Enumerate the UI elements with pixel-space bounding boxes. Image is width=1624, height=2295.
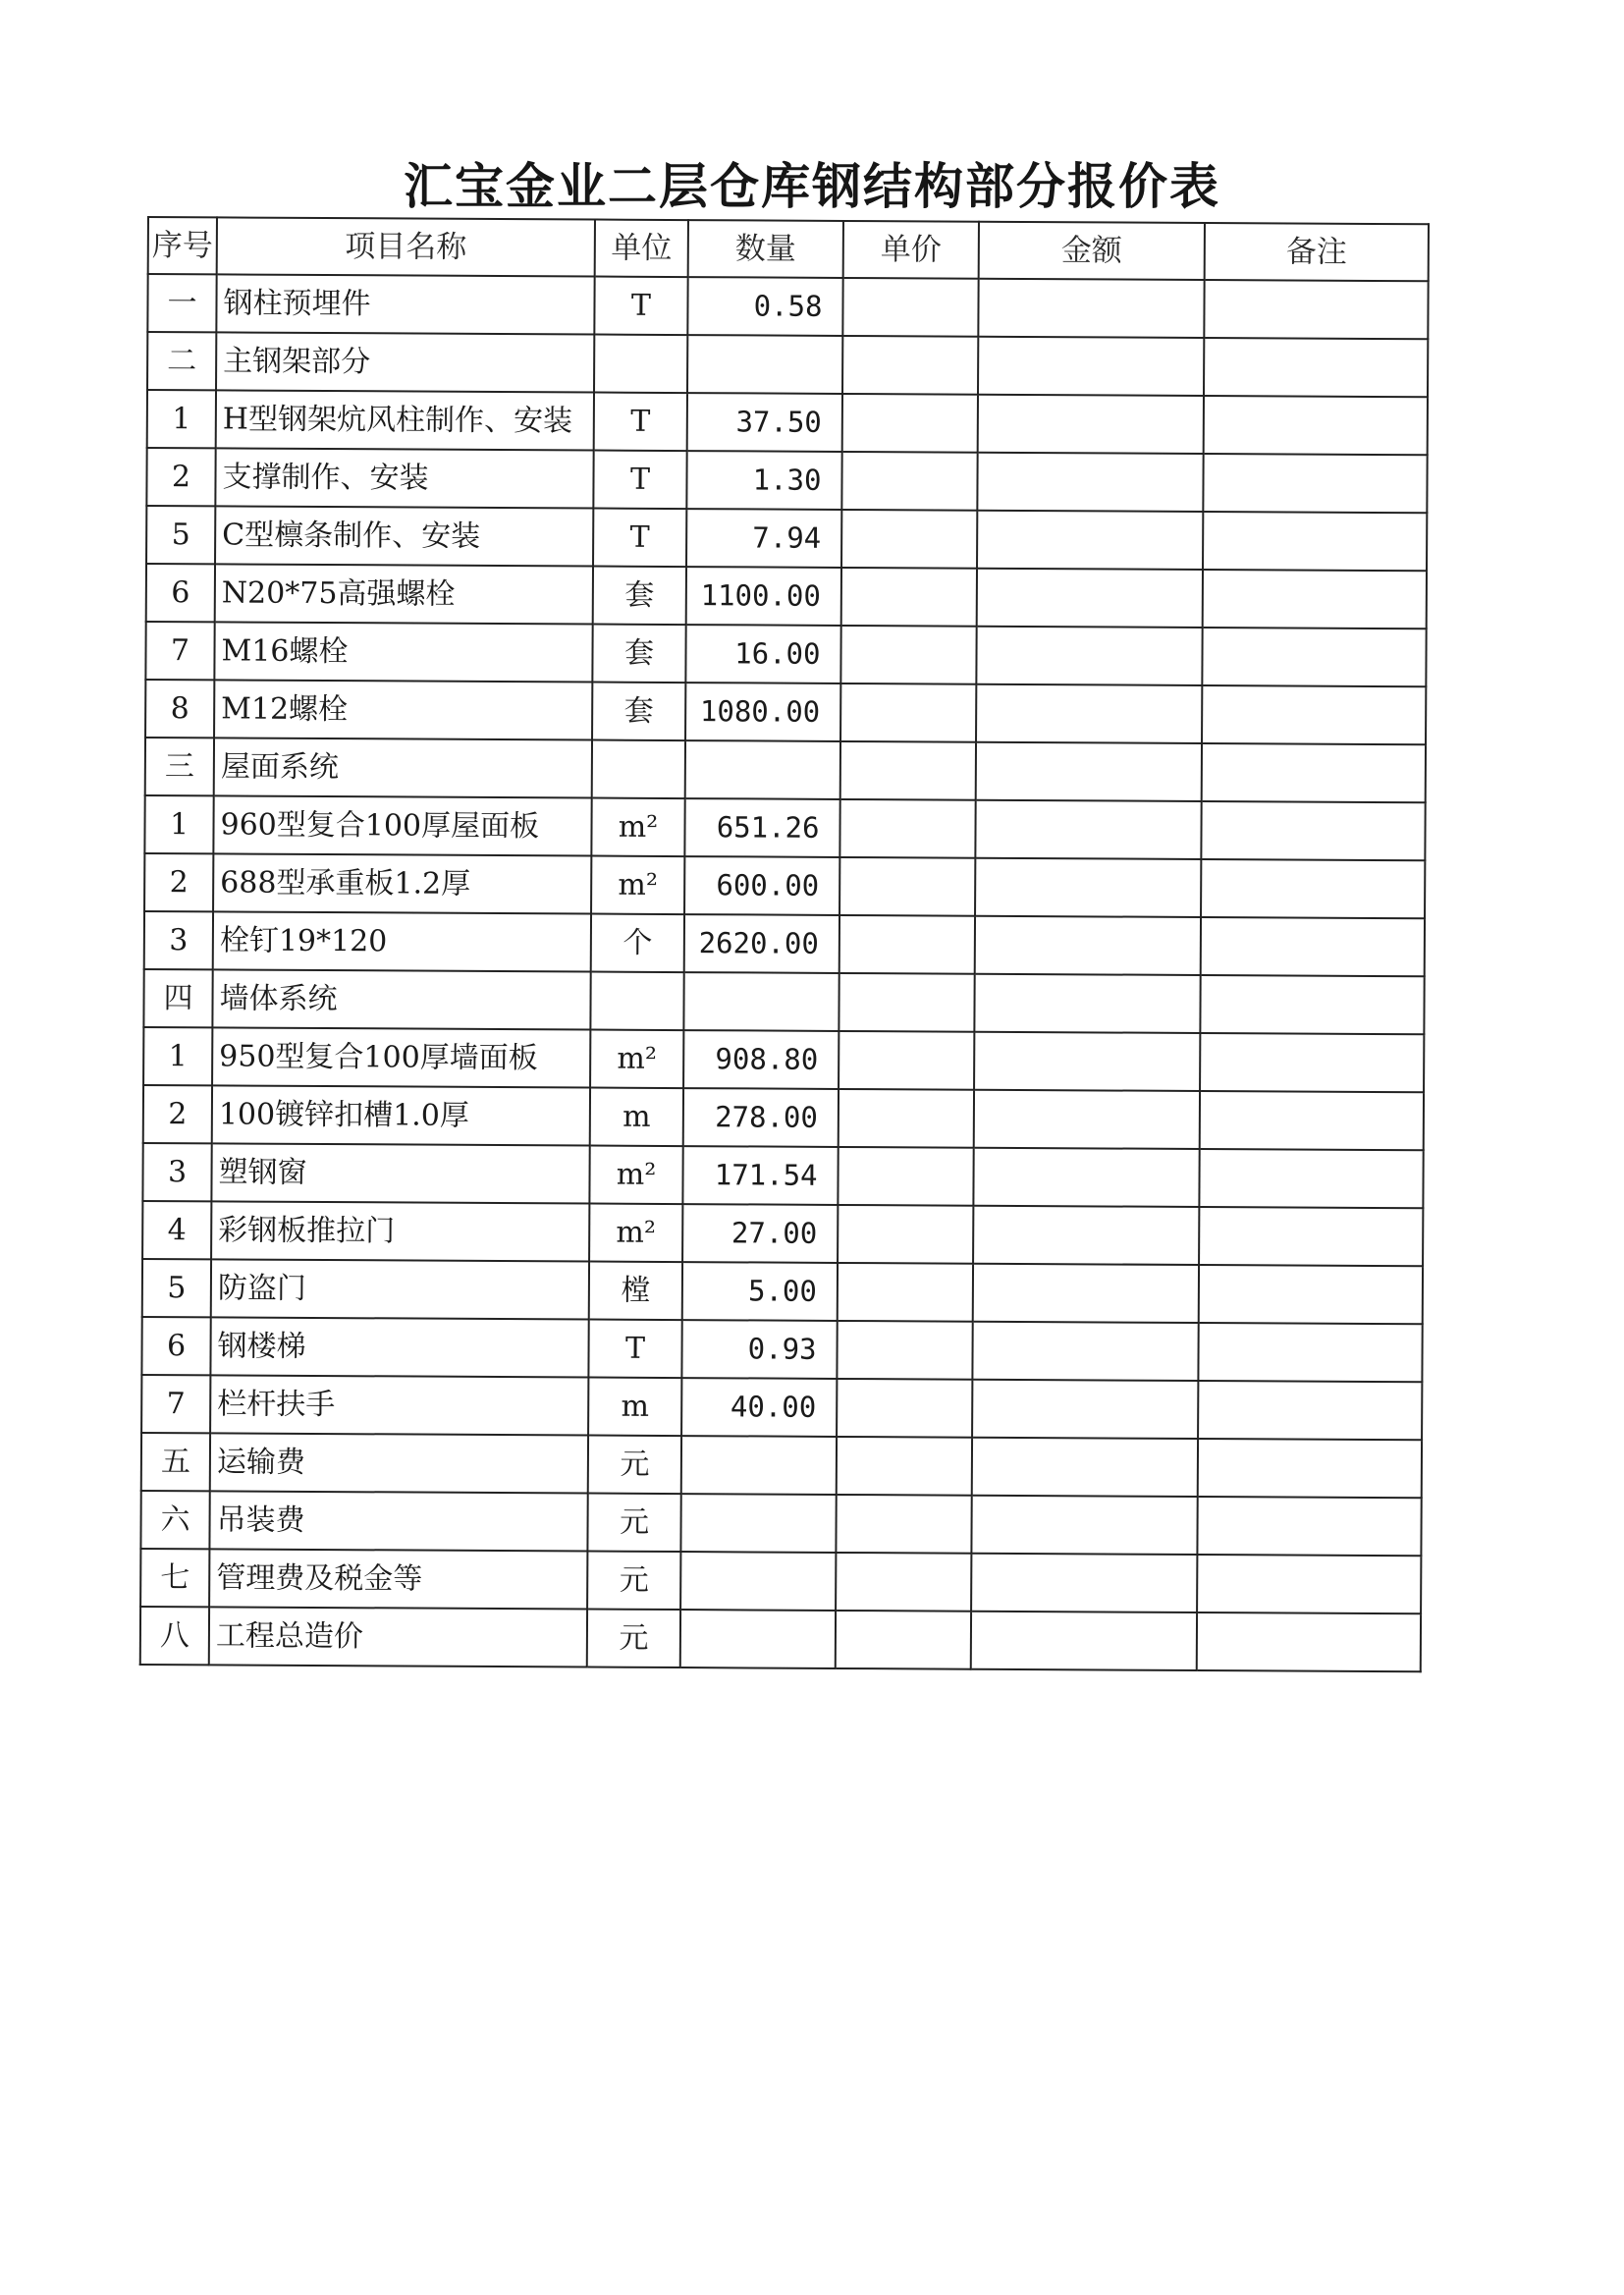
row-index: 5 [142, 1259, 211, 1317]
item-unit: T [588, 1320, 681, 1379]
item-name: 主钢架部分 [216, 332, 594, 392]
item-name: 960型复合100厚屋面板 [213, 795, 591, 855]
row-index: 1 [144, 795, 213, 853]
item-name: 防盗门 [211, 1259, 589, 1319]
document-title: 汇宝金业二层仓库钢结构部分报价表 [404, 158, 1220, 215]
row-index: 4 [142, 1201, 211, 1259]
item-unit: T [594, 393, 687, 452]
item-quantity: 1080.00 [685, 683, 840, 741]
item-amount [977, 569, 1203, 628]
item-name: C型檩条制作、安装 [215, 506, 593, 566]
item-name: M16螺栓 [214, 622, 592, 682]
item-amount [972, 1380, 1198, 1439]
item-unit-price [837, 1321, 972, 1380]
item-name: 彩钢板推拉门 [211, 1201, 589, 1261]
item-quantity: 600.00 [684, 856, 839, 915]
table-row [142, 1259, 1423, 1324]
item-remarks [1197, 1555, 1421, 1613]
item-quantity: 651.26 [684, 798, 839, 857]
item-unit: T [593, 451, 686, 510]
item-unit-price [838, 1147, 973, 1206]
item-unit-price [839, 857, 975, 916]
item-amount [975, 858, 1201, 917]
item-quantity: 2620.00 [684, 914, 839, 973]
table-row [147, 332, 1428, 397]
item-unit: 樘 [589, 1262, 682, 1321]
item-amount [978, 395, 1204, 454]
item-unit: m [588, 1378, 681, 1437]
item-amount [977, 453, 1203, 512]
item-quantity: 7.94 [686, 509, 841, 568]
item-quantity [685, 740, 840, 799]
row-index: 二 [147, 332, 216, 390]
item-amount [974, 1090, 1200, 1149]
row-index: 2 [143, 1085, 212, 1143]
item-amount [976, 684, 1202, 743]
header-unit-price: 单价 [843, 221, 979, 279]
item-name: 屋面系统 [214, 738, 592, 797]
item-name: 运输费 [210, 1433, 588, 1493]
item-remarks [1198, 1381, 1422, 1440]
item-amount [972, 1322, 1198, 1381]
item-quantity [680, 1552, 836, 1611]
item-unit: m² [589, 1204, 682, 1263]
table-row [143, 1027, 1424, 1092]
item-remarks [1203, 512, 1427, 571]
table-row [144, 911, 1425, 976]
item-amount [973, 1148, 1199, 1207]
item-quantity: 40.00 [681, 1378, 837, 1437]
item-name: 工程总造价 [209, 1607, 587, 1667]
item-unit: 元 [587, 1552, 680, 1611]
row-index: 四 [143, 969, 212, 1027]
row-index: 三 [145, 738, 214, 795]
item-name: 950型复合100厚墙面板 [212, 1027, 590, 1087]
header-unit: 单位 [595, 220, 688, 278]
item-remarks [1202, 628, 1426, 686]
table-row [144, 795, 1425, 860]
item-name: 管理费及税金等 [209, 1549, 587, 1609]
item-name: 100镀锌扣槽1.0厚 [212, 1085, 590, 1145]
row-index: 八 [140, 1607, 209, 1665]
item-remarks [1204, 396, 1428, 455]
header-quantity: 数量 [688, 220, 843, 278]
row-index: 6 [141, 1317, 210, 1375]
item-unit [592, 740, 685, 799]
item-unit-price [839, 1031, 974, 1090]
header-item-name: 项目名称 [217, 217, 595, 276]
item-remarks [1200, 975, 1424, 1034]
item-unit-price [842, 278, 978, 337]
item-unit: 套 [593, 567, 686, 626]
table-row [147, 390, 1428, 455]
item-amount [974, 1032, 1200, 1091]
item-unit-price [841, 510, 977, 569]
table-row [140, 1491, 1421, 1556]
item-unit-price [839, 915, 975, 974]
table-row [143, 1085, 1424, 1150]
row-index: 3 [144, 911, 213, 969]
item-remarks [1201, 859, 1425, 918]
item-amount [978, 279, 1204, 338]
item-unit-price [840, 741, 976, 800]
item-amount [971, 1612, 1197, 1670]
item-quantity: 37.50 [687, 393, 842, 452]
item-name: 栏杆扶手 [210, 1375, 588, 1435]
item-unit: T [593, 509, 686, 568]
table-row [143, 969, 1424, 1034]
item-unit-price [836, 1495, 971, 1554]
row-index: 3 [142, 1143, 211, 1201]
row-index: 8 [145, 680, 214, 738]
item-name: M12螺栓 [214, 680, 592, 739]
item-remarks [1200, 1091, 1424, 1150]
table-row [142, 1143, 1423, 1208]
item-name: N20*75高强螺栓 [215, 564, 593, 624]
item-name: 钢柱预埋件 [216, 274, 594, 334]
item-name: 688型承重板1.2厚 [213, 853, 591, 913]
item-amount [976, 627, 1202, 685]
item-unit [590, 972, 683, 1031]
item-remarks [1203, 454, 1427, 513]
item-quantity: 1100.00 [686, 567, 841, 626]
item-quantity: 908.80 [683, 1030, 839, 1089]
item-amount [978, 337, 1204, 396]
item-unit-price [836, 1611, 971, 1669]
item-unit: T [594, 277, 687, 336]
item-unit: m² [590, 1030, 683, 1089]
item-amount [977, 511, 1203, 570]
item-unit-price [841, 568, 977, 627]
quotation-table [139, 216, 1430, 1672]
item-unit [594, 335, 687, 394]
item-remarks [1199, 1265, 1423, 1324]
item-amount [971, 1496, 1197, 1555]
item-remarks [1197, 1612, 1421, 1671]
item-unit-price [837, 1379, 972, 1438]
table-row [144, 853, 1425, 918]
table-row [146, 506, 1427, 571]
item-unit-price [839, 799, 975, 858]
header-remarks: 备注 [1205, 223, 1429, 281]
item-unit-price [839, 1089, 974, 1148]
row-index: 2 [146, 448, 215, 506]
item-unit-price [840, 626, 976, 684]
item-unit: 套 [592, 683, 685, 741]
item-amount [973, 1264, 1199, 1323]
item-remarks [1198, 1439, 1422, 1498]
item-remarks [1197, 1497, 1421, 1556]
row-index: 7 [145, 622, 214, 680]
item-name: 塑钢窗 [211, 1143, 589, 1203]
item-remarks [1200, 1033, 1424, 1092]
item-unit-price [839, 973, 974, 1032]
item-unit: m² [591, 798, 684, 857]
row-index: 七 [140, 1549, 209, 1607]
item-name: 墙体系统 [212, 969, 590, 1029]
item-remarks [1199, 1207, 1423, 1266]
item-quantity [680, 1494, 836, 1553]
item-quantity [681, 1436, 837, 1495]
table-row [146, 448, 1427, 513]
item-remarks [1201, 801, 1425, 860]
item-unit-price [840, 683, 976, 742]
header-amount: 金额 [979, 222, 1205, 280]
item-quantity: 0.93 [681, 1320, 837, 1379]
item-quantity [687, 335, 842, 394]
item-remarks [1199, 1149, 1423, 1208]
table-row [140, 1549, 1421, 1613]
item-unit-price [842, 394, 978, 453]
item-amount [975, 800, 1201, 859]
item-unit-price [838, 1263, 973, 1322]
item-name: H型钢架炕风柱制作、安装 [216, 390, 594, 450]
table-row [146, 564, 1427, 628]
table-row [140, 1607, 1421, 1671]
item-remarks [1198, 1323, 1422, 1382]
item-quantity: 0.58 [687, 277, 842, 336]
row-index: 6 [146, 564, 215, 622]
row-index: 1 [143, 1027, 212, 1085]
item-unit-price [837, 1437, 972, 1496]
item-unit: m² [591, 856, 684, 915]
item-unit: 元 [587, 1610, 680, 1668]
item-quantity [680, 1610, 836, 1668]
item-unit: m² [589, 1146, 682, 1205]
item-quantity [683, 972, 839, 1031]
row-index: 六 [140, 1491, 209, 1549]
item-name: 钢楼梯 [210, 1317, 588, 1377]
row-index: 2 [144, 853, 213, 911]
item-amount [973, 1206, 1199, 1265]
item-quantity: 16.00 [685, 625, 840, 683]
item-unit: 套 [592, 625, 685, 683]
item-unit-price [842, 336, 978, 395]
row-index: 一 [147, 274, 216, 332]
item-name: 支撑制作、安装 [215, 448, 593, 508]
item-unit: m [590, 1088, 683, 1147]
item-remarks [1204, 280, 1428, 339]
item-unit-price [836, 1553, 971, 1612]
header-index: 序号 [148, 217, 217, 274]
item-unit-price [841, 452, 977, 511]
table-body [140, 274, 1429, 1671]
item-name: 栓钉19*120 [213, 911, 591, 971]
row-index: 五 [141, 1433, 210, 1491]
item-quantity: 5.00 [682, 1262, 838, 1321]
item-amount [972, 1438, 1198, 1497]
item-amount [971, 1554, 1197, 1612]
item-remarks [1202, 685, 1426, 744]
item-remarks [1204, 338, 1428, 397]
item-remarks [1201, 917, 1425, 976]
table-row [141, 1317, 1422, 1382]
item-remarks [1202, 743, 1426, 802]
item-amount [975, 916, 1201, 975]
table-row [141, 1375, 1422, 1440]
item-quantity: 27.00 [682, 1204, 838, 1263]
table-header-row [148, 217, 1429, 281]
item-quantity: 278.00 [683, 1088, 839, 1147]
item-amount [976, 742, 1202, 801]
item-amount [974, 974, 1200, 1033]
item-name: 吊装费 [209, 1491, 587, 1551]
table-row [142, 1201, 1423, 1266]
table-row [141, 1433, 1422, 1498]
row-index: 5 [146, 506, 215, 564]
item-remarks [1203, 570, 1427, 628]
item-unit-price [838, 1205, 973, 1264]
table-row [145, 738, 1426, 802]
row-index: 1 [147, 390, 216, 448]
item-quantity: 1.30 [686, 451, 841, 510]
item-unit: 元 [587, 1494, 680, 1553]
row-index: 7 [141, 1375, 210, 1433]
table-row [145, 622, 1426, 686]
table-row [147, 274, 1428, 339]
table-row [145, 680, 1426, 744]
item-unit: 元 [588, 1436, 681, 1495]
item-quantity: 171.54 [682, 1146, 838, 1205]
item-unit: 个 [591, 914, 684, 973]
